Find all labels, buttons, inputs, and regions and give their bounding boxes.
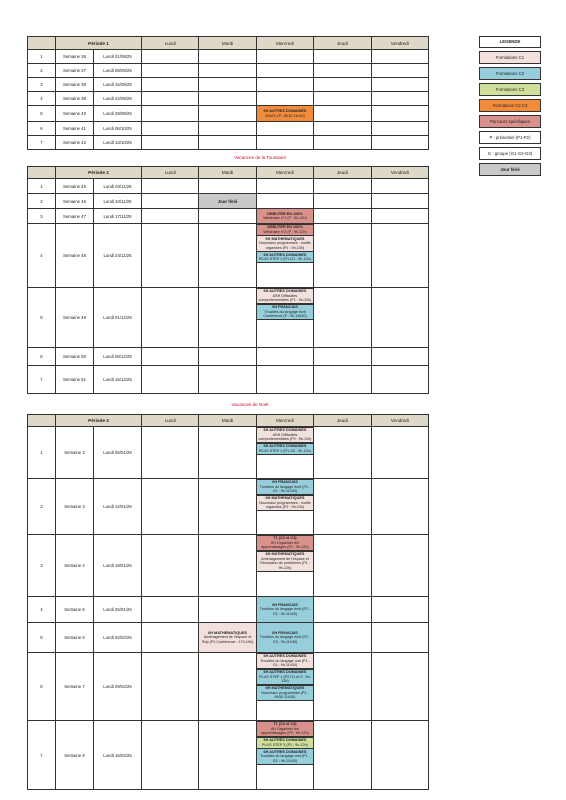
week-cell: Semaine 39 [56, 92, 94, 106]
table-row [28, 623, 429, 653]
date-cell: Lundi 13/10/25 [94, 136, 142, 150]
week-cell: Semaine 49 [56, 288, 94, 348]
date-cell: Lundi 29/09/25 [94, 106, 142, 122]
week-cell: Semaine 45 [56, 179, 94, 194]
day-header: Mardi [199, 415, 256, 427]
training-title: 6H AUTRES DOMAINES [263, 444, 307, 449]
table-row [28, 721, 429, 790]
training-stack [256, 535, 313, 597]
training-block [256, 304, 313, 321]
holiday-cell: Jour férié [199, 194, 256, 209]
training-title: 6H AUTRES DOMAINES [263, 749, 307, 754]
day-header: Lundi [142, 37, 199, 50]
row-number: 1 [28, 50, 56, 64]
training-title: T1 (C2 et C3) [273, 722, 297, 727]
training-block [256, 535, 313, 552]
row-number: 2 [28, 479, 56, 535]
training-title: 6H AUTRES DOMAINES [263, 428, 307, 433]
training-details: PLUS STEP 1 (P1-G1 : 9h-12h) [258, 257, 311, 262]
week-cell: Semaine 41 [56, 122, 94, 136]
training-details: Nouveaux programmes : motifs organisés (P2 : 9h-13h) [259, 500, 311, 510]
date-cell: Lundi 03/11/25 [94, 179, 142, 194]
training-details: PLUS STEP 1 (P2-G1 et 2 : 9h-12h) [259, 674, 311, 684]
period2-table [27, 166, 429, 394]
legend-item: Formations C1 [479, 51, 541, 64]
training-cell [256, 623, 313, 653]
day-header: Mercredi [256, 37, 313, 50]
week-cell: Semaine 47 [56, 209, 94, 224]
date-cell: Lundi 08/12/25 [94, 348, 142, 366]
training-cell [256, 209, 313, 224]
week-cell: Semaine 6 [56, 623, 94, 653]
training-block [256, 551, 313, 572]
date-cell: Lundi 08/09/25 [94, 64, 142, 78]
training-details: ASH Difficultés comportementales (P1 : 9h-12h) [258, 293, 312, 303]
day-header: Vendredi [371, 415, 428, 427]
training-title: 6H FRANCAIS [272, 305, 298, 310]
day-header: Mardi [199, 167, 256, 179]
date-cell: Lundi 19/01/26 [94, 535, 142, 597]
table-row [28, 427, 429, 479]
week-cell: Semaine 5 [56, 597, 94, 623]
training-details: Webinaire n°1 (P : 9h-12h) [263, 216, 307, 220]
training-details: Troubles du langage écrit (P2 - G3 : 9h-11h30) [259, 635, 311, 644]
training-title: DEBUTER EN 100% [267, 225, 303, 230]
day-header: Lundi [142, 167, 199, 179]
table-row [28, 535, 429, 597]
date-cell: Lundi 22/09/25 [94, 92, 142, 106]
table-row [28, 479, 429, 535]
day-header: Lundi [142, 415, 199, 427]
table-row [28, 194, 429, 209]
table-row [28, 597, 429, 623]
legend [479, 36, 541, 179]
row-number: 3 [28, 209, 56, 224]
week-cell: Semaine 2 [56, 427, 94, 479]
training-details: Troubles du langage oral (P1 - G2 : 9h-11h30) [260, 754, 310, 763]
week-cell: Semaine 48 [56, 224, 94, 288]
training-title: 6H MATHEMATIQUES [265, 496, 305, 501]
week-cell: Semaine 4 [56, 535, 94, 597]
week-cell: Semaine 50 [56, 348, 94, 366]
training-details: Aménagement de l'espace et Rdp (P2 Conférence : 17h-19h) [201, 635, 254, 644]
table-row [28, 366, 429, 394]
training-block [256, 235, 313, 252]
training-details: Nouveaux programmes : motifs organisés (P1 : 9h-13h) [259, 241, 311, 250]
date-cell: Lundi 01/12/25 [94, 288, 142, 348]
day-header: Mercredi [256, 415, 313, 427]
row-number: 2 [28, 64, 56, 78]
training-details: 6H Organiser les apprentissages (P1 : 9h-12h) [261, 540, 309, 550]
training-title: T1 (C2 et C3) [273, 536, 297, 541]
row-number: 5 [28, 106, 56, 122]
training-details: 6H Organiser les apprentissages (P2 : 9h-12h) [261, 726, 309, 736]
training-title: 6H FRANCAIS [272, 602, 298, 607]
training-details: PLUS STEP 1 (P1-G2 : 9h-12h) [258, 448, 311, 453]
week-cell: Semaine 40 [56, 106, 94, 122]
period-title: Période 3 [56, 415, 142, 427]
training-details: Webinaire n°2 (P : 9h-12h) [263, 229, 307, 234]
week-cell: Semaine 8 [56, 721, 94, 790]
date-cell: Lundi 12/01/26 [94, 479, 142, 535]
date-cell: Lundi 05/01/26 [94, 427, 142, 479]
training-block [256, 495, 313, 512]
training-title: 6H MATHEMATIQUES [265, 552, 305, 557]
training-stack [256, 479, 313, 535]
week-cell: Semaine 42 [56, 136, 94, 150]
training-cell [199, 623, 256, 653]
training-block [256, 669, 313, 686]
date-cell: Lundi 02/02/26 [94, 623, 142, 653]
legend-item: Formations C2 C3 [479, 99, 541, 112]
table-row [28, 179, 429, 194]
row-number: 7 [28, 721, 56, 790]
row-number: 4 [28, 597, 56, 623]
table-row [28, 288, 429, 348]
legend-item: Formations C2 [479, 67, 541, 80]
vacation-label: Vacances de la Toussaint [234, 155, 286, 160]
row-number: 6 [28, 122, 56, 136]
row-number: 3 [28, 78, 56, 92]
legend-item: Formations C3 [479, 83, 541, 96]
training-title: 6H MATHEMATIQUES [265, 686, 305, 691]
training-block [256, 251, 313, 263]
row-number: 6 [28, 348, 56, 366]
table-row [28, 50, 429, 64]
legend-item: G : groupe (G1-G2-G3) [479, 147, 541, 160]
training-cell [256, 106, 313, 122]
training-block [256, 721, 313, 738]
training-block [256, 653, 313, 670]
table-row [28, 348, 429, 366]
week-cell: Semaine 7 [56, 653, 94, 721]
date-cell: Lundi 06/10/25 [94, 122, 142, 136]
training-title: 6H FRANCAIS [272, 630, 298, 635]
training-cell [256, 597, 313, 623]
day-header: Vendredi [371, 167, 428, 179]
date-cell: Lundi 16/02/26 [94, 721, 142, 790]
table-row [28, 224, 429, 288]
legend-item: Parcours spécifiques [479, 115, 541, 128]
row-number: 6 [28, 653, 56, 721]
legend-title: LEGENDE [479, 36, 541, 48]
training-stack [256, 721, 313, 790]
period-title: Période 2 [56, 167, 142, 179]
corner-cell [28, 37, 56, 50]
training-block [256, 288, 313, 305]
training-block [256, 685, 313, 702]
legend-item: Jour férié [479, 163, 541, 176]
training-title: 6H AUTRES DOMAINES [263, 738, 307, 743]
date-cell: Lundi 15/12/25 [94, 366, 142, 394]
training-details: Nouveaux programmes (P1 : 8h30-11h30) [261, 690, 309, 700]
training-details: Troubles du langage écrit (P2 - G1 : 9h-11h30) [259, 484, 311, 494]
week-cell: Semaine 37 [56, 64, 94, 78]
row-number: 1 [28, 179, 56, 194]
training-details: Troubles du langage oral (P1 - G1 : 9h-11h30) [260, 658, 310, 668]
training-block [256, 224, 313, 236]
day-header: Jeudi [314, 415, 371, 427]
training-title: DEBUTER EN 100% [267, 211, 303, 216]
week-cell: Semaine 3 [56, 479, 94, 535]
table-row [28, 78, 429, 92]
training-title: 6H AUTRES DOMAINES [263, 252, 307, 257]
date-cell: Lundi 26/01/26 [94, 597, 142, 623]
row-number: 5 [28, 623, 56, 653]
period1-table [27, 36, 429, 150]
table-row [28, 209, 429, 224]
week-cell: Semaine 38 [56, 78, 94, 92]
period3-table [27, 414, 429, 790]
row-number: 1 [28, 427, 56, 479]
week-cell: Semaine 36 [56, 50, 94, 64]
date-cell: Lundi 15/09/25 [94, 78, 142, 92]
row-number: 7 [28, 136, 56, 150]
day-header: Jeudi [314, 37, 371, 50]
table-row [28, 136, 429, 150]
training-block [256, 443, 313, 455]
row-number: 7 [28, 366, 56, 394]
period-title: Période 1 [56, 37, 142, 50]
training-title: 6H AUTRES DOMAINES [263, 289, 307, 294]
training-details: Aménagement de l'espace et Résolution de problèmes (P1 : 9h-12h) [260, 556, 310, 570]
date-cell: Lundi 09/02/26 [94, 653, 142, 721]
row-number: 4 [28, 224, 56, 288]
table-row [28, 92, 429, 106]
day-header: Jeudi [314, 167, 371, 179]
training-title: 6H FRANCAIS [272, 480, 298, 485]
table-row [28, 64, 429, 78]
training-details: PLUS STEP 3 (P1 : 9h-12h) [262, 742, 308, 747]
training-stack [256, 224, 313, 288]
training-block [256, 427, 313, 444]
vacation-label: Vacances de Noël [231, 402, 269, 407]
date-cell: Lundi 17/11/25 [94, 209, 142, 224]
training-title: 6H AUTRES DOMAINES [263, 654, 307, 659]
day-header: Mercredi [256, 167, 313, 179]
corner-cell [28, 167, 56, 179]
date-cell: Lundi 10/11/25 [94, 194, 142, 209]
training-details: ASH Difficultés comportementales (P2 : 9h-12h) [258, 432, 312, 442]
training-title: 6H MATHEMATIQUES [208, 630, 248, 635]
training-stack [256, 427, 313, 479]
row-number: 5 [28, 288, 56, 348]
day-header: Mardi [199, 37, 256, 50]
date-cell: Lundi 01/09/25 [94, 50, 142, 64]
table-row [28, 106, 429, 122]
training-details: Troubles du langage écrit Conférence (P : 9h-11h30) [263, 309, 307, 319]
training-block [256, 748, 313, 765]
row-number: 4 [28, 92, 56, 106]
table-row [28, 122, 429, 136]
training-details: 3DM'C (P : 8h30-11h30) [265, 113, 305, 118]
training-stack [256, 653, 313, 721]
row-number: 2 [28, 194, 56, 209]
week-cell: Semaine 51 [56, 366, 94, 394]
date-cell: Lundi 24/11/25 [94, 224, 142, 288]
training-title: 6H MATHEMATIQUES [265, 236, 305, 241]
row-number: 3 [28, 535, 56, 597]
training-title: 6H AUTRES DOMAINES [263, 670, 307, 675]
corner-cell [28, 415, 56, 427]
training-title: 6H AUTRES DOMAINES [263, 109, 307, 113]
training-stack [256, 288, 313, 348]
training-block [256, 479, 313, 496]
training-details: Troubles du langage écrit (P2 - G2 : 9h-11h30) [259, 607, 311, 616]
week-cell: Semaine 46 [56, 194, 94, 209]
training-block [256, 737, 313, 749]
legend-item: P : présentiel (P1-P2) [479, 131, 541, 144]
table-row [28, 653, 429, 721]
day-header: Vendredi [371, 37, 428, 50]
